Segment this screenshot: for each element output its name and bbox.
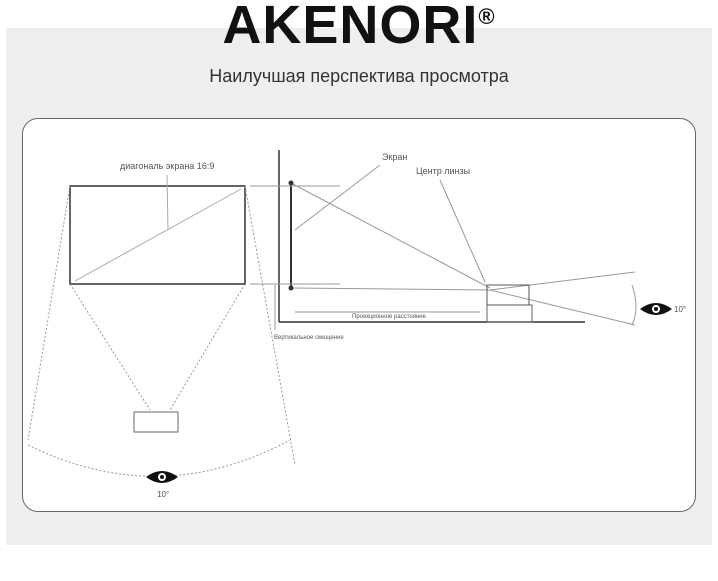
registered-mark: ® xyxy=(478,4,496,29)
throw-distance-label: Проекционное расстояние xyxy=(352,314,426,320)
page-title: Наилучшая перспектива просмотра xyxy=(209,66,509,86)
lens-center-label: Центр линзы xyxy=(416,166,471,176)
vertical-offset-label: Вертикальное смещение xyxy=(274,335,344,341)
logo-text: AKENORI xyxy=(222,0,479,55)
diagonal-line xyxy=(75,189,241,281)
screen-label: Экран xyxy=(382,152,408,162)
diagonal-label: диагональ экрана 16:9 xyxy=(120,161,215,171)
angle-right-label: 10° xyxy=(674,305,687,314)
projector-icon-front xyxy=(134,412,178,432)
eye-icon-left xyxy=(146,471,178,483)
angle-left-label: 10° xyxy=(157,490,170,499)
eye-icon-right xyxy=(640,303,672,315)
